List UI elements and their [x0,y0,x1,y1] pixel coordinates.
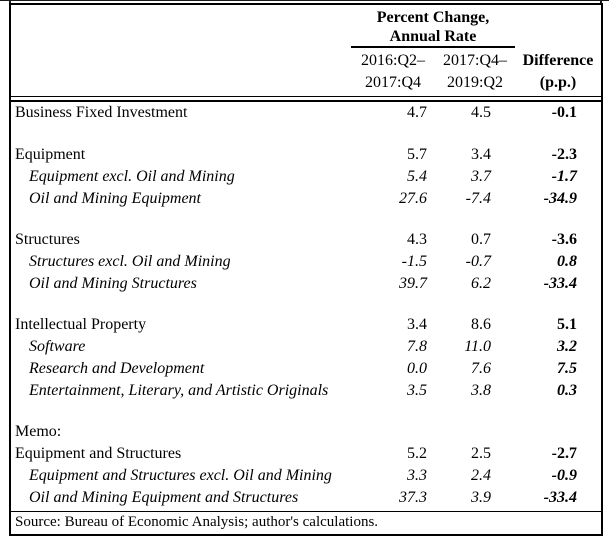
table-row [11,336,601,358]
column-header-period2 [435,50,515,94]
table-row [11,102,601,124]
value-period2: 11.0 [464,338,491,355]
table-body [11,100,601,511]
value-period2: 2.5 [471,445,491,462]
value-period2: 8.6 [471,316,491,333]
value-period2: 3.8 [471,382,491,399]
table-row [11,314,601,336]
value-period2: 6.2 [471,275,491,292]
column-header-difference [515,50,601,94]
value-period1: 4.3 [407,231,427,248]
header-columns-row [11,48,601,96]
source-note: Source: Bureau of Economic Analysis; author's calculations. [11,511,601,534]
data-table [9,3,603,536]
difference-line1: Difference [522,52,594,69]
value-period1: 3.3 [407,467,427,484]
row-label: Intellectual Property [15,316,147,333]
value-period2: -7.4 [465,190,491,207]
value-period2: 7.6 [471,360,491,377]
row-label: Equipment and Structures [15,445,182,462]
row-label: Oil and Mining Equipment [29,190,201,207]
header-spanner-row [11,8,601,48]
spacer-row [11,402,601,421]
value-period2: 3.9 [471,489,491,506]
value-period1: 37.3 [399,489,427,506]
table-row [11,380,601,402]
table-row [11,188,601,210]
value-period1: 5.4 [407,168,427,185]
row-label: Memo: [15,423,62,440]
period1-line1: 2016:Q2– [361,52,425,69]
spanner-title-line1: Percent Change, [376,9,490,26]
spacer-row [11,295,601,314]
row-label: Business Fixed Investment [15,104,188,121]
value-period2: 2.4 [471,467,491,484]
table-row [11,144,601,166]
row-label: Entertainment, Literary, and Artistic Originals [29,382,329,399]
period2-line2: 2019:Q2 [447,74,503,91]
value-difference: 0.3 [557,382,577,399]
difference-line2: (p.p.) [539,74,577,91]
table-row [11,358,601,380]
table-row [11,487,601,509]
column-header-period1 [351,50,435,94]
value-period2: 3.7 [471,168,491,185]
row-label: Oil and Mining Equipment and Structures [29,489,299,506]
table-row [11,421,601,443]
row-label: Oil and Mining Structures [29,275,197,292]
value-difference: -33.4 [543,489,577,506]
value-period2: -0.7 [465,253,491,270]
value-difference: -2.7 [551,445,577,462]
value-period2: 3.4 [471,146,491,163]
value-period1: 39.7 [399,275,427,292]
value-period1: 3.4 [407,316,427,333]
row-label: Equipment excl. Oil and Mining [29,168,235,185]
row-label: Equipment [15,146,86,163]
spacer-row [11,124,601,144]
row-label: Structures excl. Oil and Mining [29,253,231,270]
value-difference: -2.3 [551,146,577,163]
value-difference: 5.1 [557,316,577,333]
value-difference: -3.6 [551,231,577,248]
value-period1: 7.8 [407,338,427,355]
table-row [11,229,601,251]
value-period2 [435,421,515,443]
value-period1: 5.7 [407,146,427,163]
table-row [11,443,601,465]
value-difference: -0.1 [551,104,577,121]
table-header [11,5,601,97]
table-row [11,465,601,487]
value-period1: 27.6 [399,190,427,207]
spanner-title-line2: Annual Rate [389,28,477,45]
value-difference: 7.5 [557,360,577,377]
spacer-row [11,210,601,229]
value-period1: 5.2 [407,445,427,462]
value-period1: -1.5 [401,253,427,270]
row-label: Equipment and Structures excl. Oil and Mining [29,467,332,484]
value-difference: -34.9 [543,190,577,207]
value-difference: -33.4 [543,275,577,292]
value-period1: 0.0 [407,360,427,377]
value-difference [515,421,601,443]
header-empty-cell [11,8,351,48]
value-period1: 4.7 [407,104,427,121]
row-label: Software [29,338,86,355]
row-label: Structures [15,231,80,248]
value-period2: 4.5 [471,104,491,121]
period1-line2: 2017:Q4 [365,74,421,91]
value-difference: 0.8 [557,253,577,270]
spanner-title [351,8,515,48]
value-period2: 0.7 [471,231,491,248]
table-row [11,251,601,273]
value-difference: -0.9 [551,467,577,484]
table-row [11,166,601,188]
period2-line1: 2017:Q4– [443,52,507,69]
table-row [11,273,601,295]
value-difference: 3.2 [557,338,577,355]
top-hairline-rule [0,0,609,1]
row-label: Research and Development [29,360,205,377]
value-period1 [351,421,435,443]
value-difference: -1.7 [551,168,577,185]
value-period1: 3.5 [407,382,427,399]
